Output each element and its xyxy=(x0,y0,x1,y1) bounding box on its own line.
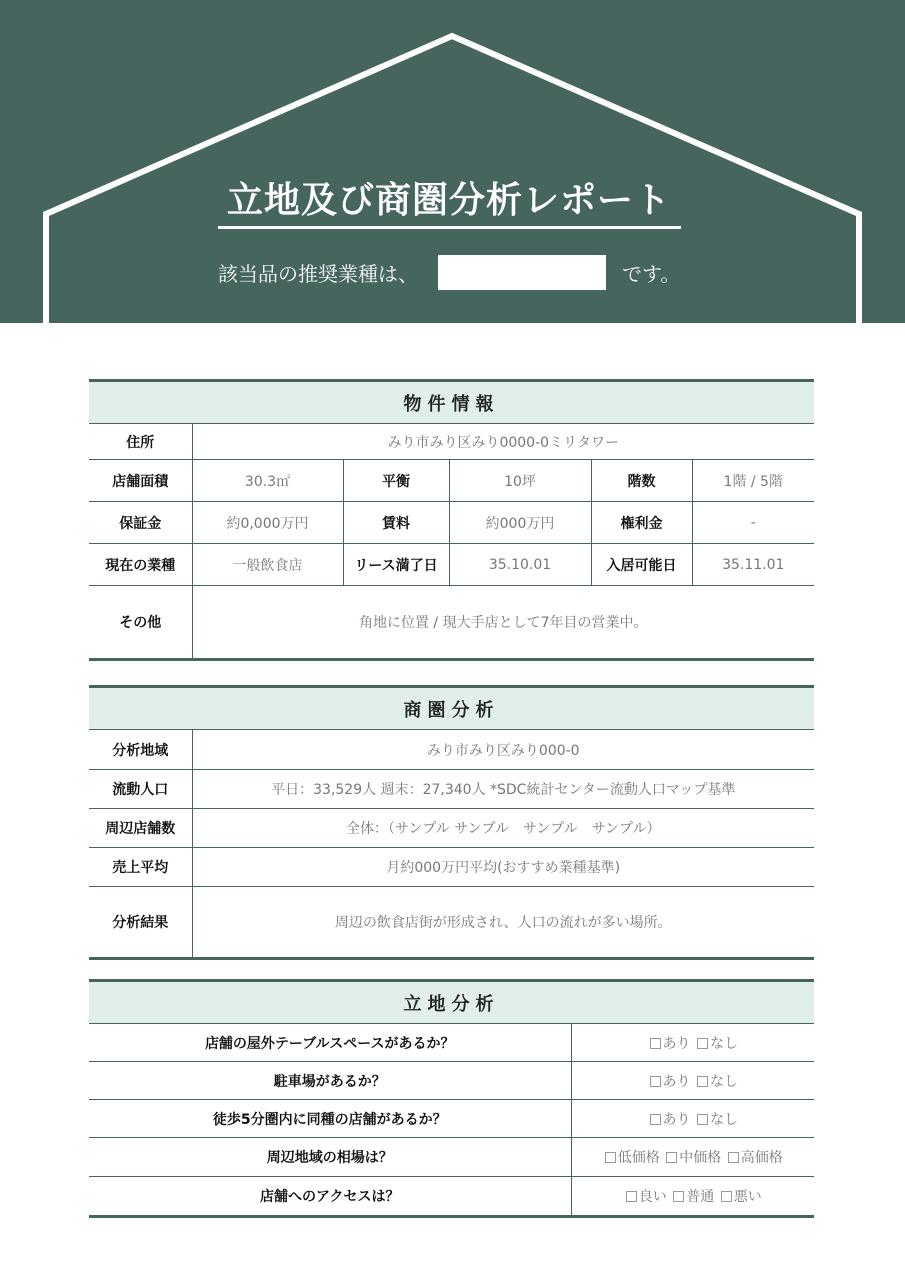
lease-end-value: 35.10.01 xyxy=(449,544,591,586)
option-label: あり xyxy=(662,1111,691,1128)
current-type-value: 一般飲食店 xyxy=(192,544,343,586)
label: 住所 xyxy=(89,424,192,460)
option-label: 普通 xyxy=(686,1189,715,1205)
option-label: なし xyxy=(709,1073,738,1090)
checkbox[interactable] xyxy=(697,1114,708,1125)
report-title: 立地及び商圏分析レポート xyxy=(226,180,671,221)
checkbox[interactable] xyxy=(697,1038,708,1049)
option-label: 中価格 xyxy=(679,1150,722,1166)
section-title: 立地分析 xyxy=(89,981,814,1024)
value: 全体：（サンプル サンプル サンプル サンプル） xyxy=(192,809,814,848)
section-title: 商圏分析 xyxy=(89,687,814,730)
checkbox[interactable] xyxy=(666,1152,677,1163)
checkbox[interactable] xyxy=(650,1114,661,1125)
area-value: 30.3㎡ xyxy=(192,460,343,502)
option-label: 良い xyxy=(638,1189,667,1205)
tsubo-value: 10坪 xyxy=(449,460,591,502)
label: 流動人口 xyxy=(89,770,192,809)
value: 周辺の飲食店街が形成され、人口の流れが多い場所。 xyxy=(192,887,814,959)
label: その他 xyxy=(89,586,192,660)
label: 権利金 xyxy=(591,502,692,544)
option-label: なし xyxy=(709,1035,738,1052)
question: 駐車場があるか？ xyxy=(89,1062,571,1100)
value: 月約000万円平均(おすすめ業種基準) xyxy=(192,848,814,887)
checkbox[interactable] xyxy=(605,1152,616,1163)
question: 店舗へのアクセスは？ xyxy=(89,1177,571,1217)
option-label: 悪い xyxy=(733,1189,762,1205)
option-label: なし xyxy=(709,1111,738,1128)
checkbox[interactable] xyxy=(697,1076,708,1087)
label: 分析地域 xyxy=(89,730,192,770)
checkbox[interactable] xyxy=(650,1038,661,1049)
label: 平衡 xyxy=(343,460,449,502)
property-info-table xyxy=(89,379,814,661)
label: 入居可能日 xyxy=(591,544,692,586)
label: 保証金 xyxy=(89,502,192,544)
deposit-value: 約0,000万円 xyxy=(192,502,343,544)
value: 平日：33,529人 週末：27,340人 *SDC統計センター流動人口マップ基準 xyxy=(192,770,814,809)
option-label: あり xyxy=(662,1035,691,1052)
trade-area-table xyxy=(89,685,814,960)
option-label: 高価格 xyxy=(740,1150,783,1166)
address-value: みり市みり区みり0000-0ミリタワー xyxy=(192,424,814,460)
floors-value: 1階 / 5階 xyxy=(692,460,814,502)
value: みり市みり区みり000-0 xyxy=(192,730,814,770)
subtitle-prefix: 該当品の推奨業種は、 xyxy=(218,262,418,286)
question: 店舗の屋外テーブルスペースがあるか？ xyxy=(89,1024,571,1062)
option-label: あり xyxy=(662,1073,691,1090)
checkbox[interactable] xyxy=(673,1191,684,1202)
title-underline xyxy=(218,226,681,229)
location-analysis-table xyxy=(89,979,814,1218)
checkbox[interactable] xyxy=(650,1076,661,1087)
question: 周辺地域の相場は？ xyxy=(89,1138,571,1177)
recommended-type-field[interactable] xyxy=(438,255,606,290)
question: 徒歩5分圏内に同種の店舗があるか？ xyxy=(89,1100,571,1138)
label: 賃料 xyxy=(343,502,449,544)
checkbox[interactable] xyxy=(626,1191,637,1202)
checkbox[interactable] xyxy=(721,1191,732,1202)
label: 現在の業種 xyxy=(89,544,192,586)
hero-banner xyxy=(0,0,905,323)
label: 売上平均 xyxy=(89,848,192,887)
subtitle-suffix: です。 xyxy=(622,262,681,286)
label: 分析結果 xyxy=(89,887,192,959)
checkbox[interactable] xyxy=(728,1152,739,1163)
option-label: 低価格 xyxy=(617,1150,660,1166)
keymoney-value: - xyxy=(692,502,814,544)
label: リース満了日 xyxy=(343,544,449,586)
label: 周辺店舗数 xyxy=(89,809,192,848)
label: 階数 xyxy=(591,460,692,502)
section-title: 物件情報 xyxy=(89,381,814,424)
label: 店舗面積 xyxy=(89,460,192,502)
rent-value: 約000万円 xyxy=(449,502,591,544)
other-value: 角地に位置 / 現大手店として7年目の営業中。 xyxy=(192,586,814,660)
move-in-value: 35.11.01 xyxy=(692,544,814,586)
